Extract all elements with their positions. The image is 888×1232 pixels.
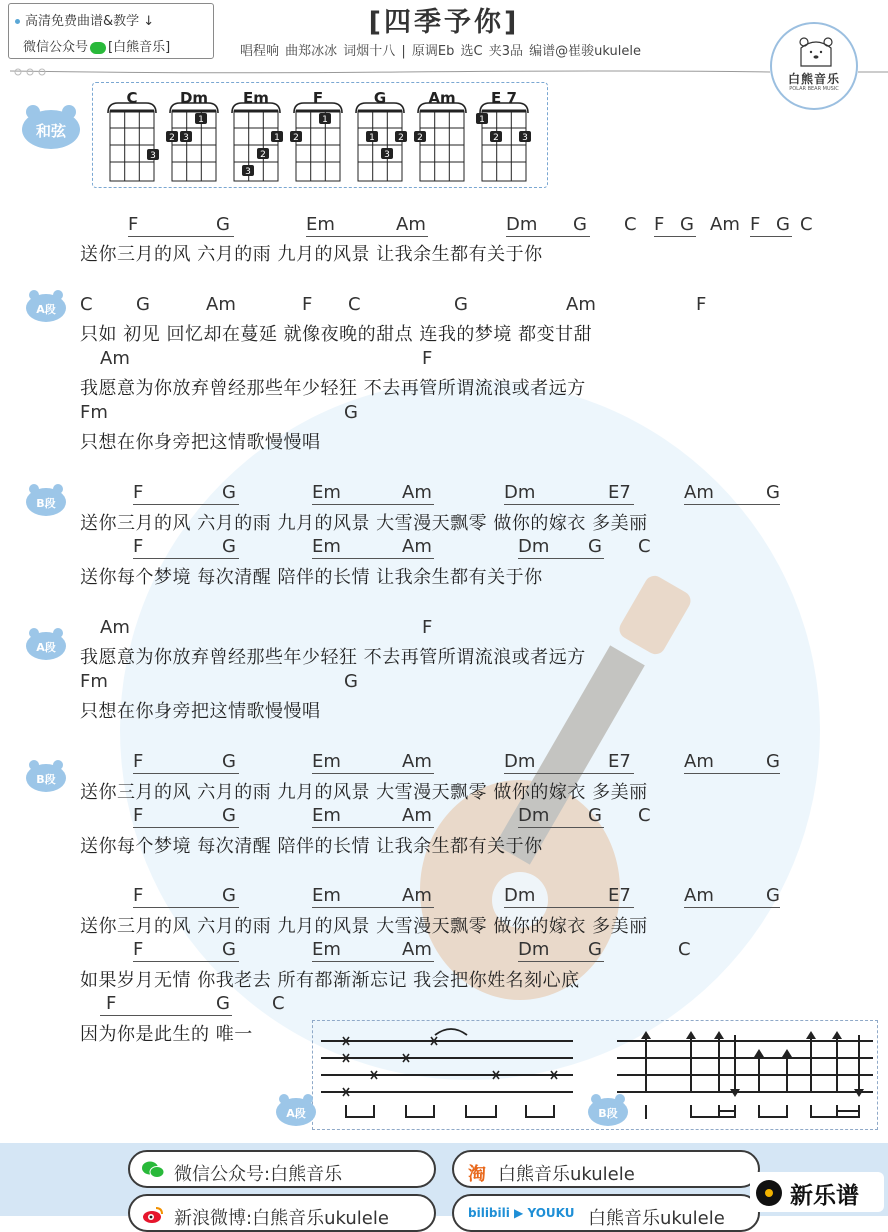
chord-underline xyxy=(684,907,780,908)
chord-symbol: C xyxy=(800,214,813,235)
chord-name: Dm xyxy=(179,89,209,107)
chord-symbol: E7 xyxy=(608,885,631,906)
chord-symbol: F xyxy=(750,214,761,235)
chord-name: C xyxy=(126,89,138,107)
chord-underline xyxy=(133,907,239,908)
lyric-line: 送你三月的风 六月的雨 九月的风景 大雪漫天飘零 做你的嫁衣 多美丽 xyxy=(80,916,648,937)
svg-text:3: 3 xyxy=(183,133,189,143)
chord-symbol: Am xyxy=(402,939,432,960)
wechat-label: 微信公众号:白熊音乐 xyxy=(174,1164,343,1185)
chord-symbol: C xyxy=(624,214,637,235)
weibo-label: 新浪微博:白熊音乐ukulele xyxy=(174,1208,389,1229)
chord-symbol: Em xyxy=(312,885,341,906)
lyric-line: 如果岁月无情 你我老去 所有都渐渐忘记 我会把你姓名刻心底 xyxy=(80,970,580,991)
chord-underline xyxy=(133,773,239,774)
taobao-icon: 淘 xyxy=(468,1164,486,1185)
chord-underline xyxy=(133,827,239,828)
promo-line2-suffix: [白熊音乐] xyxy=(108,40,171,55)
chord-underline xyxy=(518,558,604,559)
chord-underline xyxy=(312,504,434,505)
chord-underline xyxy=(684,773,780,774)
chord-symbol: G xyxy=(216,993,230,1014)
svg-text:2: 2 xyxy=(398,133,404,143)
chord-symbol: F xyxy=(302,294,313,315)
site-name: 新乐谱 xyxy=(790,1183,859,1209)
chord-symbol: Fm xyxy=(80,671,108,692)
lyric-line: 送你三月的风 六月的雨 九月的风景 大雪漫天飘零 做你的嫁衣 多美丽 xyxy=(80,782,648,803)
video-platforms-icon: bilibili ▶ YOUKU xyxy=(468,1206,575,1220)
chord-symbol: G xyxy=(222,536,236,557)
svg-text:1: 1 xyxy=(479,115,485,125)
svg-text:2: 2 xyxy=(417,133,423,143)
chord-underline xyxy=(518,961,604,962)
chord-symbol: Am xyxy=(566,294,596,315)
chord-symbol: Fm xyxy=(80,402,108,423)
svg-text:2: 2 xyxy=(260,150,266,160)
chord-symbol: Dm xyxy=(504,482,536,503)
chord-underline xyxy=(133,504,239,505)
chord-symbol: G xyxy=(573,214,587,235)
chord-underline xyxy=(518,827,604,828)
chord-symbol: Am xyxy=(206,294,236,315)
chord-symbol: Am xyxy=(402,482,432,503)
a-section-tag xyxy=(276,1094,316,1126)
chord-underline xyxy=(504,504,634,505)
chord-symbol: Em xyxy=(312,482,341,503)
chord-underline xyxy=(128,236,234,237)
chords-tag-label: 和弦 xyxy=(35,122,66,140)
weibo-link[interactable] xyxy=(128,1194,436,1232)
b-section-tag xyxy=(588,1094,628,1126)
chord-symbol: F xyxy=(133,939,144,960)
promo-line2-prefix: 微信公众号 xyxy=(23,40,89,55)
chord-symbol: F xyxy=(422,348,433,369)
lyric-line: 只想在你身旁把这情歌慢慢唱 xyxy=(80,701,321,722)
wechat-icon xyxy=(142,1161,164,1179)
chord-symbol: Am xyxy=(100,348,130,369)
svg-text:3: 3 xyxy=(522,133,528,143)
chord-symbol: C xyxy=(638,805,651,826)
chord-symbol: Dm xyxy=(504,885,536,906)
taobao-link[interactable] xyxy=(452,1150,760,1188)
chord-symbol: C xyxy=(80,294,93,315)
chord-underline xyxy=(312,827,434,828)
chord-underline xyxy=(312,558,434,559)
svg-text:1: 1 xyxy=(198,115,204,125)
chord-symbol: Em xyxy=(312,751,341,772)
chord-symbol: C xyxy=(272,993,285,1014)
chord-symbol: Em xyxy=(306,214,335,235)
chord-symbol: G xyxy=(222,751,236,772)
svg-text:1: 1 xyxy=(274,133,280,143)
lyric-line: 送你三月的风 六月的雨 九月的风景 让我余生都有关于你 xyxy=(80,244,543,265)
lyric-line: 只如 初见 回忆却在蔓延 就像夜晚的甜点 连我的梦境 都变甘甜 xyxy=(80,324,593,345)
chord-symbol: G xyxy=(766,482,780,503)
song-credits: 唱程响 曲郑冰冰 词烟十八 | 原调Eb 选C 夹3品 编谱@崔骏ukulele xyxy=(240,44,641,59)
chord-underline xyxy=(504,907,634,908)
chord-symbol: Am xyxy=(684,751,714,772)
chord-symbol: G xyxy=(222,939,236,960)
chord-underline xyxy=(133,558,239,559)
svg-text:3: 3 xyxy=(384,150,390,160)
chord-symbol: C xyxy=(678,939,691,960)
chord-underline xyxy=(684,504,780,505)
svg-text:2: 2 xyxy=(493,133,499,143)
lyric-line: 只想在你身旁把这情歌慢慢唱 xyxy=(80,432,321,453)
chord-symbol: G xyxy=(766,885,780,906)
chord-symbol: G xyxy=(222,885,236,906)
weibo-icon xyxy=(142,1206,164,1224)
chord-underline xyxy=(654,236,696,237)
b-section-tag-label: B段 xyxy=(598,1107,618,1120)
chord-symbol: Em xyxy=(312,939,341,960)
chord-symbol: Am xyxy=(402,805,432,826)
vinyl-icon xyxy=(756,1180,782,1206)
chord-symbol: Dm xyxy=(518,536,550,557)
lyric-line: 我愿意为你放弃曾经那些年少轻狂 不去再管所谓流浪或者远方 xyxy=(80,378,586,399)
lyric-line: 送你每个梦境 每次清醒 陪伴的长情 让我余生都有关于你 xyxy=(80,567,543,588)
b-section-tag-label: B段 xyxy=(36,497,56,510)
promo-line1: 高清免费曲谱&教学 ↓ xyxy=(25,14,155,29)
svg-text:3: 3 xyxy=(245,167,251,177)
svg-text:1: 1 xyxy=(369,133,375,143)
logo-name: 白熊音乐 xyxy=(787,72,840,86)
lyric-line: 因为你是此生的 唯一 xyxy=(80,1024,253,1045)
lyric-line: 送你每个梦境 每次清醒 陪伴的长情 让我余生都有关于你 xyxy=(80,836,543,857)
chord-symbol: Am xyxy=(402,751,432,772)
chord-symbol: F xyxy=(422,617,433,638)
lyric-line: 我愿意为你放弃曾经那些年少轻狂 不去再管所谓流浪或者远方 xyxy=(80,647,586,668)
chord-name: Am xyxy=(428,89,456,107)
chord-underline xyxy=(312,773,434,774)
a-section-tag-label: A段 xyxy=(286,1107,306,1120)
song-title: [四季予你] xyxy=(368,7,520,38)
chord-underline xyxy=(312,907,434,908)
chord-symbol: F xyxy=(128,214,139,235)
chord-symbol: Am xyxy=(402,536,432,557)
chord-symbol: C xyxy=(638,536,651,557)
video-label: 白熊音乐ukulele xyxy=(588,1208,725,1229)
svg-text:2: 2 xyxy=(293,133,299,143)
chord-symbol: G xyxy=(136,294,150,315)
a-section-tag-label: A段 xyxy=(36,303,56,316)
lyric-line: 送你三月的风 六月的雨 九月的风景 大雪漫天飘零 做你的嫁衣 多美丽 xyxy=(80,513,648,534)
chord-underline xyxy=(133,961,239,962)
chord-symbol: Am xyxy=(710,214,740,235)
svg-text:2: 2 xyxy=(169,133,175,143)
chord-symbol: Dm xyxy=(518,939,550,960)
chord-symbol: Dm xyxy=(506,214,538,235)
a-section-tag-label: A段 xyxy=(36,641,56,654)
chord-name: G xyxy=(373,89,387,107)
chord-symbol: E7 xyxy=(608,482,631,503)
chord-symbol: F xyxy=(106,993,117,1014)
chord-symbol: G xyxy=(222,805,236,826)
chord-symbol: G xyxy=(222,482,236,503)
chord-name: E 7 xyxy=(491,89,517,107)
chord-symbol: G xyxy=(344,671,358,692)
chord-symbol: E7 xyxy=(608,751,631,772)
site-watermark xyxy=(750,1172,884,1212)
chord-underline xyxy=(504,773,634,774)
chord-symbol: F xyxy=(654,214,665,235)
chord-symbol: Am xyxy=(396,214,426,235)
chord-symbol: G xyxy=(588,939,602,960)
chord-symbol: G xyxy=(344,402,358,423)
b-section-tag-label: B段 xyxy=(36,773,56,786)
chord-symbol: Am xyxy=(100,617,130,638)
chord-underline xyxy=(100,1015,232,1016)
chord-underline xyxy=(306,236,428,237)
chord-symbol: G xyxy=(588,536,602,557)
chord-symbol: Em xyxy=(312,536,341,557)
chord-underline xyxy=(750,236,792,237)
chord-symbol: Am xyxy=(684,885,714,906)
chord-symbol: C xyxy=(348,294,361,315)
chord-symbol: Am xyxy=(402,885,432,906)
chord-symbol: G xyxy=(454,294,468,315)
chord-symbol: G xyxy=(766,751,780,772)
chord-symbol: F xyxy=(133,805,144,826)
video-link[interactable] xyxy=(452,1194,760,1232)
chord-underline xyxy=(506,236,590,237)
chord-symbol: G xyxy=(588,805,602,826)
chord-symbol: Dm xyxy=(518,805,550,826)
chord-symbol: G xyxy=(776,214,790,235)
taobao-label: 白熊音乐ukulele xyxy=(498,1164,635,1185)
svg-text:1: 1 xyxy=(322,115,328,125)
chord-name: F xyxy=(312,89,324,107)
chord-symbol: F xyxy=(133,885,144,906)
chord-symbol: G xyxy=(680,214,694,235)
logo-english: POLAR BEAR MUSIC xyxy=(789,86,839,92)
chord-symbol: Dm xyxy=(504,751,536,772)
chord-symbol: Am xyxy=(684,482,714,503)
chord-symbol: F xyxy=(133,751,144,772)
chord-underline xyxy=(312,961,434,962)
chord-name: Em xyxy=(243,89,269,107)
chord-symbol: F xyxy=(133,536,144,557)
wechat-link[interactable] xyxy=(128,1150,436,1188)
chord-symbol: F xyxy=(133,482,144,503)
svg-text:3: 3 xyxy=(150,151,156,161)
chord-symbol: G xyxy=(216,214,230,235)
chord-symbol: F xyxy=(696,294,707,315)
chord-symbol: Em xyxy=(312,805,341,826)
